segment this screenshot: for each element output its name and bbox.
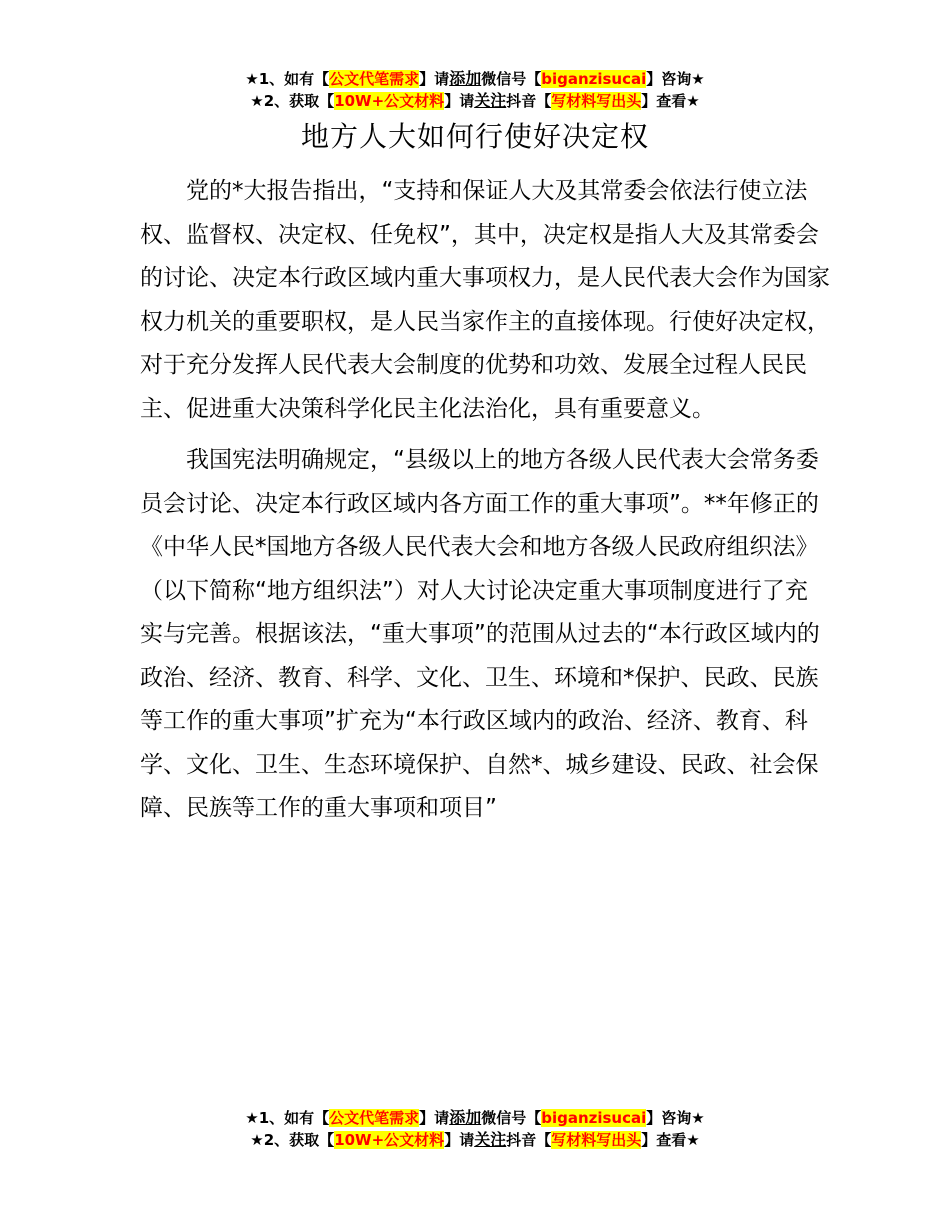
document-body <box>140 170 830 839</box>
footer-line2-suffix: 】查看★ <box>641 1131 700 1149</box>
footer-line2-mid: 】请 <box>444 1131 475 1149</box>
header-line1-suffix: 】咨询★ <box>646 70 705 88</box>
footer-line1-highlight-ghostwriting: 公文代笔需求 <box>329 1109 420 1127</box>
footer-line1-highlight-wechat-id: biganzisucai <box>541 1109 647 1127</box>
footer-line1-mid2: 微信号【 <box>481 1109 542 1127</box>
header-line1-highlight-ghostwriting: 公文代笔需求 <box>329 70 420 88</box>
footer-line1-emphasis: 添加 <box>449 1108 482 1127</box>
body-paragraph-2: 我国宪法明确规定，“县级以上的地方各级人民代表大会常务委员会讨论、决定本行政区域内各方面工作的重大事项”。**年修正的《中华人民*国地方各级人民代表大会和地方各级人民政府组织法》（以下简称“地方组织法”）对人大讨论决定重大事项制度进行了充实与完善。根据该法，“重大事项”的范围从过去的“本行政区域内的政治、经济、教育、科学、文化、卫生、环境和*保护、民政、民族等工作的重大事项”扩充为“本行政区域内的政治、经济、教育、科学、文化、卫生、生态环境保护、自然*、城乡建设、民政、社会保障、民族等工作的重大事项和项目” <box>140 447 820 821</box>
header-line1-emphasis: 添加 <box>449 69 482 88</box>
footer-line1-mid: 】请 <box>419 1109 450 1127</box>
header-banner-line-1 <box>0 68 950 90</box>
header-line2-highlight-douyin-account: 写材料写出头 <box>551 92 642 110</box>
footer-line1-prefix: ★1、如有【 <box>245 1109 330 1127</box>
footer-line2-highlight-materials: 10W+公文材料 <box>334 1131 445 1149</box>
footer-line2-emphasis: 关注 <box>474 1130 507 1149</box>
header-banner-line-2 <box>0 90 950 112</box>
footer-banner <box>0 1107 950 1151</box>
header-line2-mid: 】请 <box>444 92 475 110</box>
header-line2-highlight-materials: 10W+公文材料 <box>334 92 445 110</box>
header-line2-mid2: 抖音【 <box>506 92 552 110</box>
footer-line2-mid2: 抖音【 <box>506 1131 552 1149</box>
header-line2-suffix: 】查看★ <box>641 92 700 110</box>
footer-line2-prefix: ★2、获取【 <box>250 1131 335 1149</box>
header-line2-emphasis: 关注 <box>474 91 507 110</box>
header-line1-prefix: ★1、如有【 <box>245 70 330 88</box>
footer-line1-suffix: 】咨询★ <box>646 1109 705 1127</box>
header-line1-highlight-wechat-id: biganzisucai <box>541 70 647 88</box>
header-line2-prefix: ★2、获取【 <box>250 92 335 110</box>
footer-banner-line-1 <box>0 1107 950 1129</box>
header-line1-mid2: 微信号【 <box>481 70 542 88</box>
document-title: 地方人大如何行使好决定权 <box>300 120 649 153</box>
header-banner <box>0 68 950 112</box>
footer-line2-highlight-douyin-account: 写材料写出头 <box>551 1131 642 1149</box>
header-line1-mid: 】请 <box>419 70 450 88</box>
body-paragraph-1: 党的*大报告指出，“支持和保证人大及其常委会依法行使立法权、监督权、决定权、任免权”，其中，决定权是指人大及其常委会的讨论、决定本行政区域内重大事项权力，是人民代表大会作为国家权力机关的重要职权，是人民当家作主的直接体现。行使好决定权，对于充分发挥人民代表大会制度的优势和功效、发展全过程人民民主、促进重大决策科学化民主化法治化，具有重要意义。 <box>140 178 830 422</box>
footer-banner-line-2 <box>0 1129 950 1151</box>
